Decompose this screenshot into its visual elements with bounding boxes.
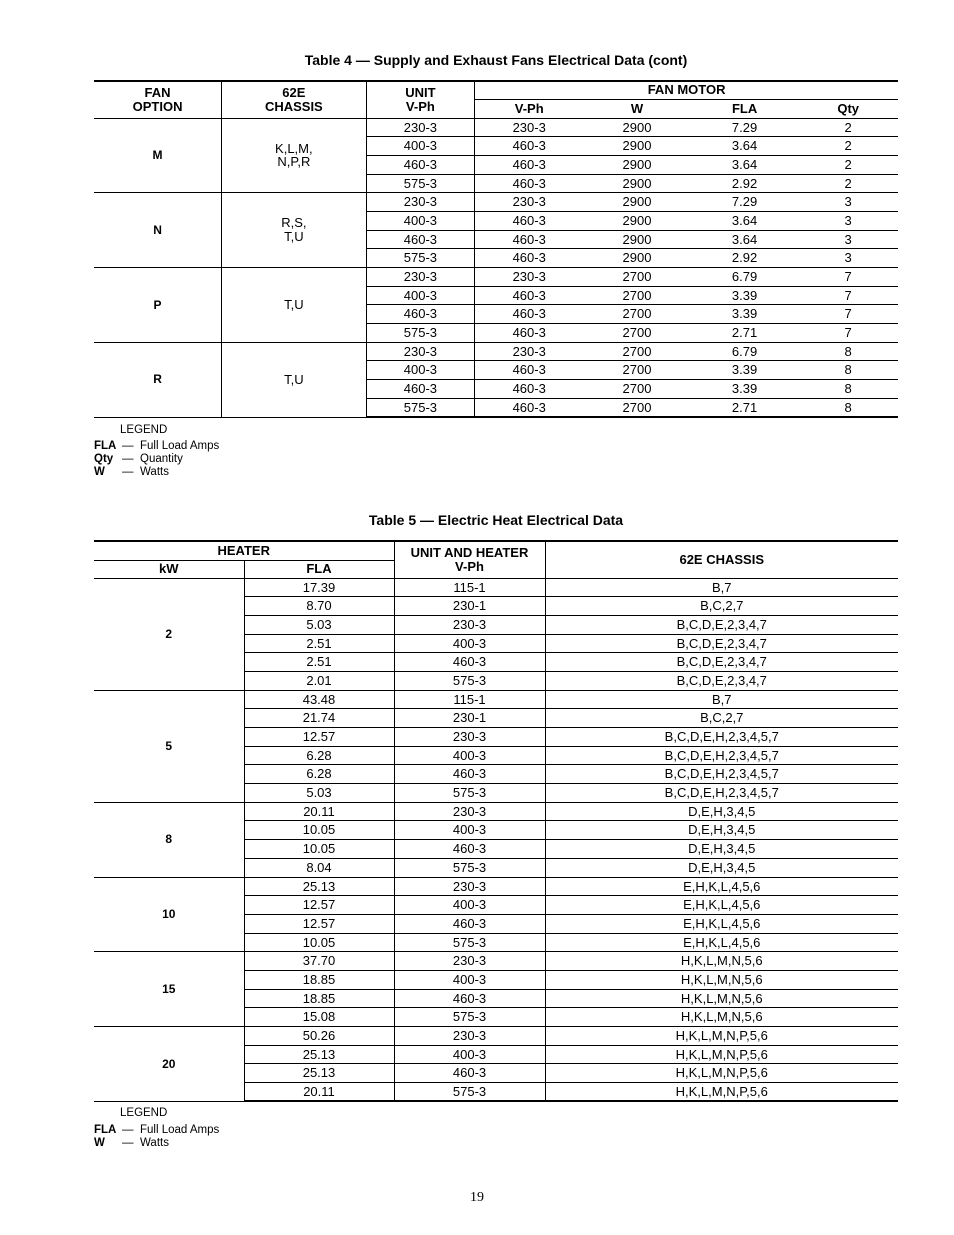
- unit-vph-cell: 575-3: [366, 249, 475, 268]
- table-row: [94, 578, 898, 597]
- qty-cell: 3: [798, 230, 898, 249]
- fan-option-cell: N: [94, 193, 222, 268]
- fla-cell: 10.05: [244, 821, 394, 840]
- qty-cell: 8: [798, 380, 898, 399]
- fla-cell: 12.57: [244, 896, 394, 915]
- fla-cell: 2.71: [691, 324, 799, 343]
- fla-cell: 3.64: [691, 155, 799, 174]
- fla-cell: 2.51: [244, 653, 394, 672]
- unit-heater-vph-cell: 575-3: [394, 784, 545, 803]
- qty-cell: 2: [798, 155, 898, 174]
- qty-cell: 2: [798, 174, 898, 193]
- table-row: [94, 342, 898, 361]
- motor-vph-cell: 460-3: [475, 155, 584, 174]
- watts-cell: 2900: [583, 193, 691, 212]
- chassis-cell: B,C,D,E,H,2,3,4,5,7: [545, 746, 898, 765]
- fla-cell: 15.08: [244, 1008, 394, 1027]
- unit-heater-vph-cell: 460-3: [394, 989, 545, 1008]
- fla-cell: 20.11: [244, 1083, 394, 1102]
- unit-heater-vph-cell: 230-3: [394, 802, 545, 821]
- watts-cell: 2900: [583, 118, 691, 137]
- unit-vph-cell: 575-3: [366, 324, 475, 343]
- unit-heater-vph-cell: 575-3: [394, 671, 545, 690]
- fla-cell: 18.85: [244, 989, 394, 1008]
- motor-vph-cell: 230-3: [475, 118, 584, 137]
- unit-vph-cell: 400-3: [366, 361, 475, 380]
- chassis-cell: H,K,L,M,N,P,5,6: [545, 1027, 898, 1046]
- fla-cell: 50.26: [244, 1027, 394, 1046]
- fan-option-cell: R: [94, 342, 222, 417]
- chassis-cell: B,C,D,E,2,3,4,7: [545, 634, 898, 653]
- fla-cell: 3.39: [691, 361, 799, 380]
- fla-cell: 3.64: [691, 211, 799, 230]
- chassis-cell: B,C,D,E,2,3,4,7: [545, 653, 898, 672]
- watts-cell: 2700: [583, 342, 691, 361]
- unit-heater-vph-cell: 230-1: [394, 597, 545, 616]
- table5-title: Table 5 — Electric Heat Electrical Data: [368, 512, 624, 528]
- fla-cell: 2.51: [244, 634, 394, 653]
- fla-cell: 10.05: [244, 840, 394, 859]
- unit-heater-vph-cell: 230-3: [394, 615, 545, 634]
- legend-title: LEGEND: [120, 1107, 168, 1119]
- fla-cell: 10.05: [244, 933, 394, 952]
- fla-cell: 12.57: [244, 728, 394, 747]
- watts-cell: 2900: [583, 174, 691, 193]
- unit-vph-cell: 230-3: [366, 342, 475, 361]
- motor-vph-cell: 460-3: [475, 249, 584, 268]
- table4-legend: [94, 424, 219, 479]
- unit-heater-vph-cell: 400-3: [394, 821, 545, 840]
- header-w: W: [583, 99, 691, 118]
- table-row: [94, 877, 898, 896]
- unit-vph-cell: 230-3: [366, 193, 475, 212]
- fla-cell: 2.71: [691, 398, 799, 417]
- fla-cell: 5.03: [244, 615, 394, 634]
- kw-cell: 2: [94, 578, 244, 690]
- qty-cell: 7: [798, 286, 898, 305]
- unit-heater-vph-cell: 400-3: [394, 970, 545, 989]
- unit-vph-cell: 575-3: [366, 174, 475, 193]
- fla-cell: 17.39: [244, 578, 394, 597]
- motor-vph-cell: 460-3: [475, 137, 584, 156]
- fla-cell: 20.11: [244, 802, 394, 821]
- watts-cell: 2700: [583, 268, 691, 287]
- motor-vph-cell: 230-3: [475, 268, 584, 287]
- fla-cell: 7.29: [691, 118, 799, 137]
- chassis-cell: T,U: [222, 268, 366, 343]
- unit-vph-cell: 400-3: [366, 137, 475, 156]
- unit-heater-vph-cell: 575-3: [394, 858, 545, 877]
- qty-cell: 8: [798, 361, 898, 380]
- kw-cell: 10: [94, 877, 244, 952]
- chassis-cell: T,U: [222, 342, 366, 417]
- watts-cell: 2700: [583, 305, 691, 324]
- unit-heater-vph-cell: 230-3: [394, 728, 545, 747]
- motor-vph-cell: 460-3: [475, 305, 584, 324]
- fla-cell: 3.39: [691, 380, 799, 399]
- legend-item: FLA — Full Load Amps: [94, 440, 220, 452]
- fla-cell: 3.39: [691, 305, 799, 324]
- unit-heater-vph-cell: 575-3: [394, 933, 545, 952]
- unit-vph-cell: 400-3: [366, 286, 475, 305]
- watts-cell: 2900: [583, 137, 691, 156]
- unit-heater-vph-cell: 115-1: [394, 578, 545, 597]
- legend-item: W — Watts: [94, 1137, 169, 1149]
- unit-vph-cell: 575-3: [366, 398, 475, 417]
- unit-heater-vph-cell: 230-3: [394, 1027, 545, 1046]
- table-row: [94, 952, 898, 971]
- chassis-cell: B,C,D,E,2,3,4,7: [545, 671, 898, 690]
- motor-vph-cell: 460-3: [475, 211, 584, 230]
- unit-heater-vph-cell: 575-3: [394, 1083, 545, 1102]
- fla-cell: 43.48: [244, 690, 394, 709]
- qty-cell: 2: [798, 118, 898, 137]
- kw-cell: 5: [94, 690, 244, 802]
- chassis-cell: R,S, T,U: [222, 193, 366, 268]
- fla-cell: 5.03: [244, 784, 394, 803]
- motor-vph-cell: 460-3: [475, 324, 584, 343]
- kw-cell: 20: [94, 1027, 244, 1102]
- unit-vph-cell: 230-3: [366, 118, 475, 137]
- unit-heater-vph-cell: 400-3: [394, 896, 545, 915]
- legend-item: Qty — Quantity: [94, 453, 183, 465]
- unit-heater-vph-cell: 115-1: [394, 690, 545, 709]
- unit-vph-cell: 460-3: [366, 155, 475, 174]
- qty-cell: 8: [798, 342, 898, 361]
- legend-item: FLA — Full Load Amps: [94, 1124, 220, 1136]
- qty-cell: 7: [798, 268, 898, 287]
- fla-cell: 3.39: [691, 286, 799, 305]
- table-row: [94, 268, 898, 287]
- unit-heater-vph-cell: 230-3: [394, 952, 545, 971]
- chassis-cell: H,K,L,M,N,5,6: [545, 970, 898, 989]
- chassis-cell: K,L,M, N,P,R: [222, 118, 366, 193]
- qty-cell: 2: [798, 137, 898, 156]
- table5-legend: [94, 1107, 219, 1150]
- fla-cell: 6.28: [244, 746, 394, 765]
- chassis-cell: D,E,H,3,4,5: [545, 840, 898, 859]
- motor-vph-cell: 460-3: [475, 286, 584, 305]
- unit-vph-cell: 460-3: [366, 230, 475, 249]
- header-chassis: 62E CHASSIS: [222, 81, 366, 118]
- motor-vph-cell: 230-3: [475, 342, 584, 361]
- qty-cell: 7: [798, 324, 898, 343]
- unit-heater-vph-cell: 575-3: [394, 1008, 545, 1027]
- header-unit-vph: UNIT V-Ph: [366, 81, 475, 118]
- table-row: [94, 193, 898, 212]
- fla-cell: 6.28: [244, 765, 394, 784]
- fla-cell: 2.01: [244, 671, 394, 690]
- unit-heater-vph-cell: 400-3: [394, 634, 545, 653]
- qty-cell: 3: [798, 249, 898, 268]
- chassis-cell: E,H,K,L,4,5,6: [545, 914, 898, 933]
- table-row: [94, 118, 898, 137]
- chassis-cell: E,H,K,L,4,5,6: [545, 933, 898, 952]
- fla-cell: 25.13: [244, 1045, 394, 1064]
- fla-cell: 7.29: [691, 193, 799, 212]
- header-kw: kW: [94, 560, 244, 578]
- watts-cell: 2900: [583, 211, 691, 230]
- qty-cell: 8: [798, 398, 898, 417]
- header-heater: HEATER: [94, 541, 394, 560]
- fla-cell: 3.64: [691, 137, 799, 156]
- chassis-cell: B,C,D,E,2,3,4,7: [545, 615, 898, 634]
- unit-heater-vph-cell: 460-3: [394, 840, 545, 859]
- chassis-cell: B,C,D,E,H,2,3,4,5,7: [545, 728, 898, 747]
- watts-cell: 2900: [583, 249, 691, 268]
- qty-cell: 3: [798, 193, 898, 212]
- watts-cell: 2700: [583, 361, 691, 380]
- chassis-cell: B,C,2,7: [545, 597, 898, 616]
- kw-cell: 8: [94, 802, 244, 877]
- chassis-cell: B,7: [545, 578, 898, 597]
- fla-cell: 2.92: [691, 174, 799, 193]
- chassis-cell: H,K,L,M,N,P,5,6: [545, 1045, 898, 1064]
- watts-cell: 2700: [583, 380, 691, 399]
- unit-vph-cell: 230-3: [366, 268, 475, 287]
- header-qty: Qty: [798, 99, 898, 118]
- kw-cell: 15: [94, 952, 244, 1027]
- fla-cell: 37.70: [244, 952, 394, 971]
- watts-cell: 2900: [583, 230, 691, 249]
- header-62e-chassis: 62E CHASSIS: [545, 541, 898, 578]
- watts-cell: 2900: [583, 155, 691, 174]
- chassis-cell: H,K,L,M,N,5,6: [545, 989, 898, 1008]
- table5: [94, 540, 898, 1102]
- chassis-cell: D,E,H,3,4,5: [545, 802, 898, 821]
- header-fan-motor: FAN MOTOR: [475, 81, 898, 99]
- unit-vph-cell: 460-3: [366, 380, 475, 399]
- motor-vph-cell: 460-3: [475, 380, 584, 399]
- unit-vph-cell: 460-3: [366, 305, 475, 324]
- unit-heater-vph-cell: 460-3: [394, 653, 545, 672]
- fla-cell: 8.04: [244, 858, 394, 877]
- qty-cell: 7: [798, 305, 898, 324]
- unit-heater-vph-cell: 460-3: [394, 1064, 545, 1083]
- unit-heater-vph-cell: 230-1: [394, 709, 545, 728]
- fla-cell: 25.13: [244, 877, 394, 896]
- chassis-cell: B,C,D,E,H,2,3,4,5,7: [545, 765, 898, 784]
- watts-cell: 2700: [583, 286, 691, 305]
- fan-option-cell: M: [94, 118, 222, 193]
- motor-vph-cell: 230-3: [475, 193, 584, 212]
- unit-heater-vph-cell: 400-3: [394, 1045, 545, 1064]
- fla-cell: 18.85: [244, 970, 394, 989]
- chassis-cell: H,K,L,M,N,P,5,6: [545, 1083, 898, 1102]
- fla-cell: 8.70: [244, 597, 394, 616]
- legend-item: W — Watts: [94, 466, 169, 478]
- unit-heater-vph-cell: 460-3: [394, 914, 545, 933]
- chassis-cell: B,C,D,E,H,2,3,4,5,7: [545, 784, 898, 803]
- table-row: [94, 690, 898, 709]
- fla-cell: 21.74: [244, 709, 394, 728]
- fla-cell: 2.92: [691, 249, 799, 268]
- table-row: [94, 802, 898, 821]
- chassis-cell: E,H,K,L,4,5,6: [545, 877, 898, 896]
- chassis-cell: D,E,H,3,4,5: [545, 858, 898, 877]
- page-number: 19: [470, 1190, 484, 1205]
- motor-vph-cell: 460-3: [475, 398, 584, 417]
- fla-cell: 3.64: [691, 230, 799, 249]
- unit-heater-vph-cell: 460-3: [394, 765, 545, 784]
- header-fan-option: FAN OPTION: [94, 81, 222, 118]
- chassis-cell: H,K,L,M,N,P,5,6: [545, 1064, 898, 1083]
- chassis-cell: H,K,L,M,N,5,6: [545, 1008, 898, 1027]
- watts-cell: 2700: [583, 324, 691, 343]
- chassis-cell: E,H,K,L,4,5,6: [545, 896, 898, 915]
- fan-option-cell: P: [94, 268, 222, 343]
- chassis-cell: B,7: [545, 690, 898, 709]
- motor-vph-cell: 460-3: [475, 361, 584, 380]
- legend-title: LEGEND: [120, 424, 168, 436]
- chassis-cell: H,K,L,M,N,5,6: [545, 952, 898, 971]
- qty-cell: 3: [798, 211, 898, 230]
- fla-cell: 6.79: [691, 342, 799, 361]
- unit-vph-cell: 400-3: [366, 211, 475, 230]
- watts-cell: 2700: [583, 398, 691, 417]
- header-unit-heater-vph: UNIT AND HEATER V-Ph: [394, 541, 545, 578]
- fla-cell: 6.79: [691, 268, 799, 287]
- fla-cell: 25.13: [244, 1064, 394, 1083]
- header-fla: FLA: [244, 560, 394, 578]
- unit-heater-vph-cell: 230-3: [394, 877, 545, 896]
- table-row: [94, 1027, 898, 1046]
- chassis-cell: D,E,H,3,4,5: [545, 821, 898, 840]
- motor-vph-cell: 460-3: [475, 230, 584, 249]
- fla-cell: 12.57: [244, 914, 394, 933]
- motor-vph-cell: 460-3: [475, 174, 584, 193]
- header-fla: FLA: [691, 99, 799, 118]
- header-vph: V-Ph: [475, 99, 584, 118]
- unit-heater-vph-cell: 400-3: [394, 746, 545, 765]
- table4-title: Table 4 — Supply and Exhaust Fans Electrical Data (cont): [304, 52, 688, 68]
- table4: [94, 80, 898, 418]
- chassis-cell: B,C,2,7: [545, 709, 898, 728]
